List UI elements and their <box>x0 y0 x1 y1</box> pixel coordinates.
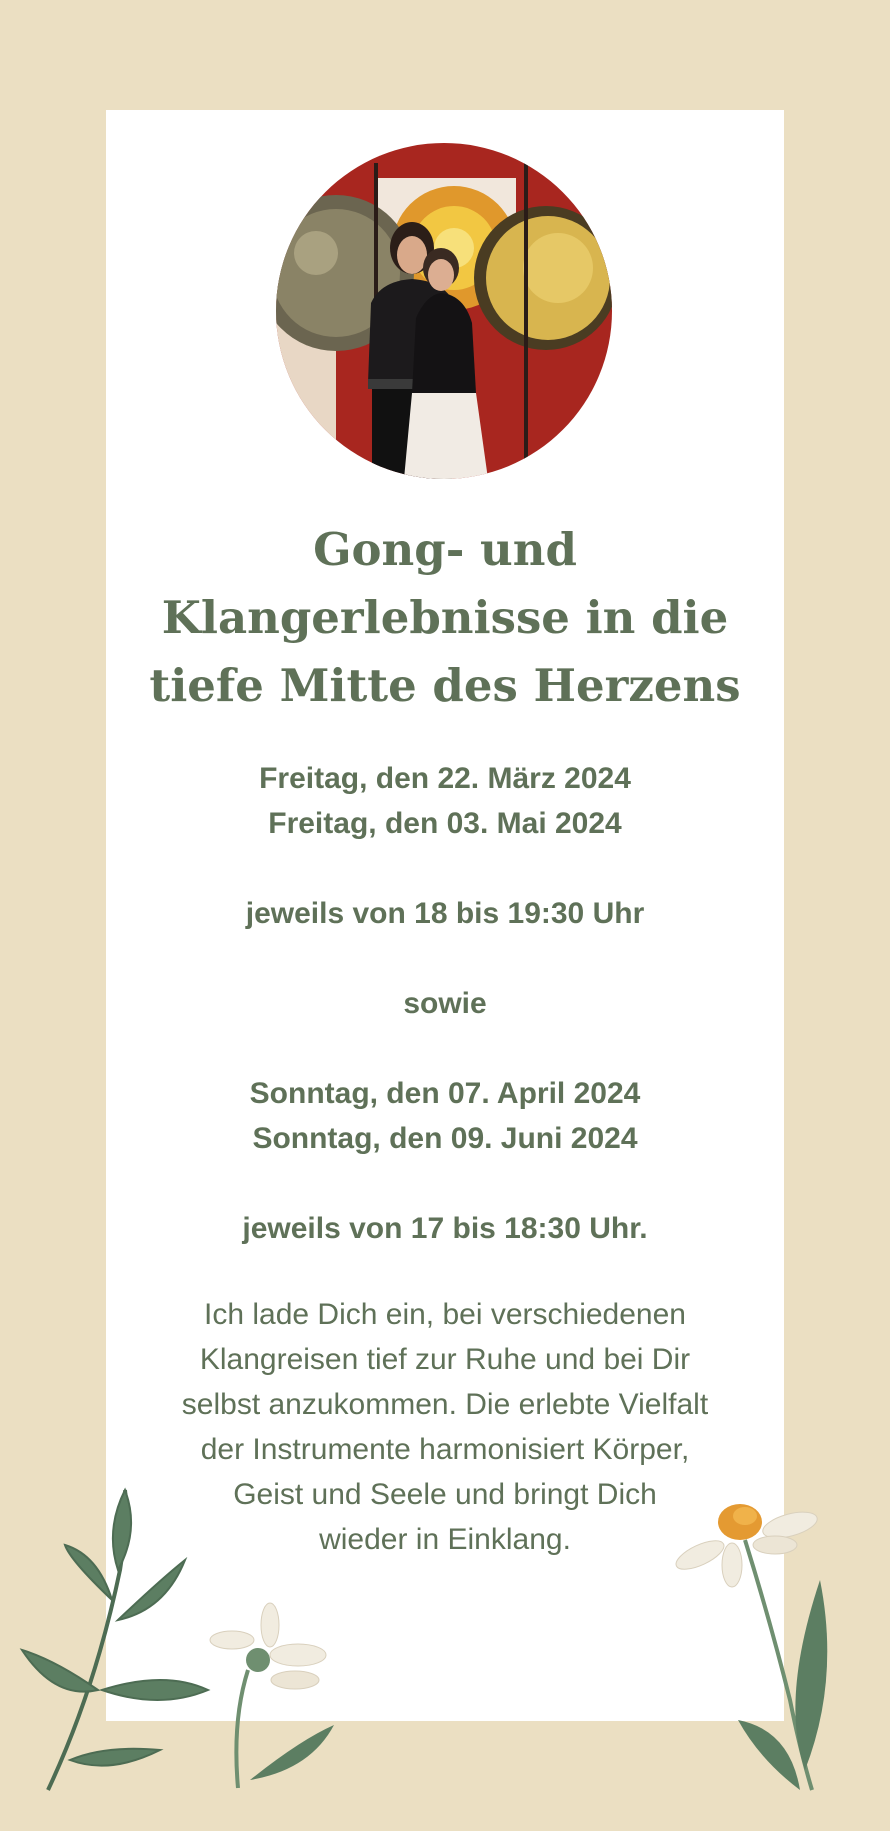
schedule-spacer <box>126 936 764 981</box>
portrait-photo <box>276 143 612 479</box>
schedule-spacer <box>126 846 764 891</box>
connector-text: sowie <box>403 987 487 1020</box>
title-line-2: Klangerlebnisse in die <box>161 591 729 644</box>
title-line-3: tiefe Mitte des Herzens <box>149 659 741 712</box>
description-line-2: Klangreisen tief zur Ruhe und bei Dir <box>199 1343 691 1376</box>
date-line-4: Sonntag, den 09. Juni 2024 <box>252 1122 638 1155</box>
schedule-spacer <box>126 1026 764 1071</box>
description-line-3: selbst anzukommen. Die erlebte Vielfalt <box>181 1388 709 1421</box>
right-gong-highlight <box>523 233 593 303</box>
time-line-1: jeweils von 18 bis 19:30 Uhr <box>245 897 645 930</box>
person2-face <box>428 259 454 291</box>
description-text <box>156 1292 734 1562</box>
stand-pole-right <box>524 153 528 479</box>
description-line-5: Geist und Seele und bringt Dich <box>233 1478 657 1511</box>
date-line-1: Freitag, den 22. März 2024 <box>259 762 631 795</box>
person2-skirt <box>404 393 488 479</box>
description-line-6: wieder in Einklang. <box>319 1523 571 1556</box>
flyer-card <box>106 110 784 1721</box>
schedule-spacer <box>126 1161 764 1206</box>
schedule-block <box>126 756 764 1251</box>
title-line-1: Gong- und <box>313 523 577 576</box>
person1-face <box>397 236 427 274</box>
time-line-2: jeweils von 17 bis 18:30 Uhr. <box>242 1212 648 1245</box>
description-line-1: Ich lade Dich ein, bei verschiedenen <box>204 1298 686 1331</box>
event-title <box>136 516 754 720</box>
description-line-4: der Instrumente harmonisiert Körper, <box>200 1433 690 1466</box>
date-line-2: Freitag, den 03. Mai 2024 <box>268 807 622 840</box>
left-gong-highlight <box>294 231 338 275</box>
photo-illustration <box>276 143 612 479</box>
date-line-3: Sonntag, den 07. April 2024 <box>249 1077 641 1110</box>
